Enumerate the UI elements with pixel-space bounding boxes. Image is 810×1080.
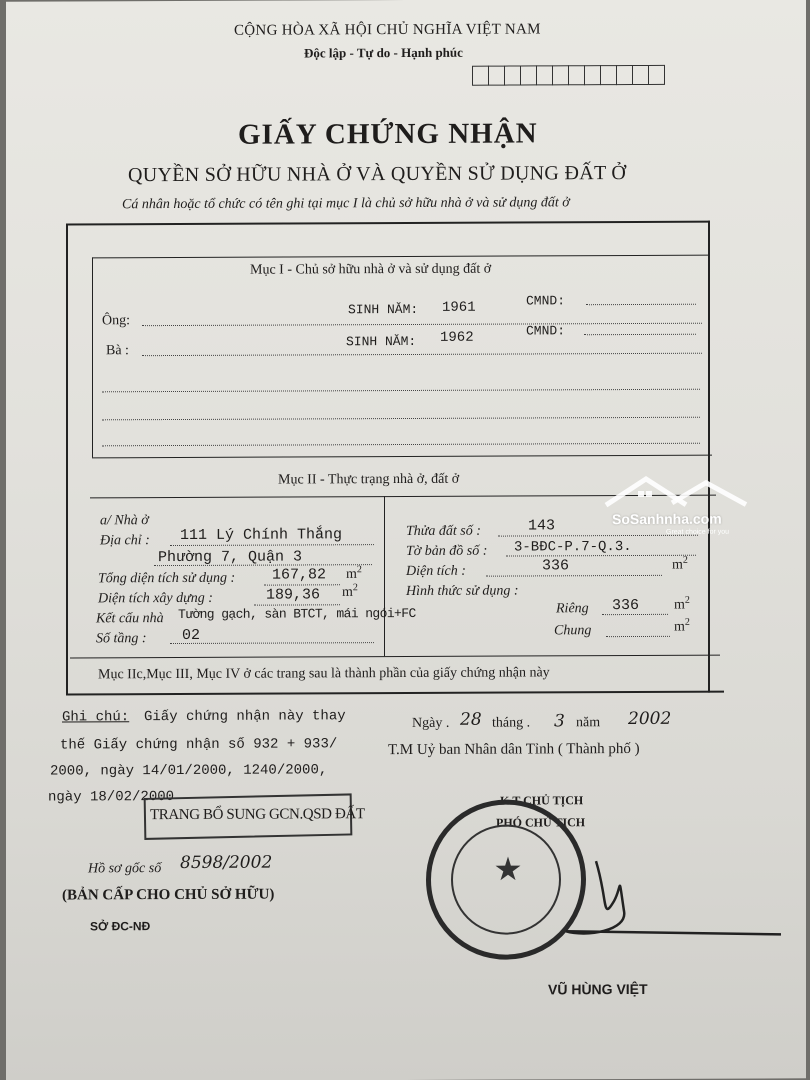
address-line1: 111 Lý Chính Thắng — [180, 526, 343, 544]
certificate-intro: Cá nhân hoặc tổ chức có tên ghi tại mục I là chủ sở hữu nhà ở và sử dụng đất ở — [122, 195, 570, 213]
land-area-value: 336 — [542, 557, 570, 575]
house-label: a/ Nhà ở — [100, 513, 149, 529]
serial-number-boxes — [472, 65, 664, 86]
parcel-label: Thửa đất số : — [406, 523, 481, 539]
signature — [526, 840, 786, 951]
signer-name: VŨ HÙNG VIỆT — [548, 980, 648, 998]
private-label: Riêng — [556, 601, 589, 617]
office-name: SỞ ĐC-NĐ — [90, 919, 151, 934]
copy-note: (BẢN CẤP CHO CHỦ SỞ HỮU) — [62, 886, 275, 904]
owner2-birth-year: 1962 — [440, 329, 474, 346]
issue-month: 3 — [554, 711, 565, 732]
watermark-tagline: Great choice for you — [666, 528, 730, 536]
issue-day-label: Ngày . — [412, 715, 450, 731]
national-title: CỘNG HÒA XÃ HỘI CHỦ NGHĨA VIỆT NAM — [234, 21, 541, 39]
floors-value: 02 — [182, 626, 201, 644]
file-number-label: Hồ sơ gốc số — [88, 861, 162, 877]
shared-unit: $m^2$ — [674, 616, 690, 635]
private-value: 336 — [612, 596, 640, 615]
land-area-label: Diện tích : — [406, 563, 466, 579]
national-motto: Độc lập - Tự do - Hạnh phúc — [304, 44, 463, 61]
issue-year-label: năm — [576, 715, 601, 731]
parcel-value: 143 — [528, 517, 556, 535]
notes-line3: 2000, ngày 14/01/2000, 1240/2000, — [50, 762, 328, 780]
address-line2: Phường 7, Quận 3 — [158, 548, 303, 567]
map-label: Tờ bản đồ số : — [406, 543, 488, 559]
total-area-label: Tổng diện tích sử dụng : — [98, 570, 236, 587]
issue-month-label: tháng . — [492, 715, 531, 731]
house-logo-icon — [602, 472, 752, 509]
usage-label: Hình thức sử dụng : — [406, 583, 519, 599]
owner1-id-label: CMND: — [526, 293, 566, 309]
owner2-birth-label: SINH NĂM: — [346, 333, 417, 350]
total-area-value: 167,82 — [272, 566, 327, 584]
private-unit: $m^2$ — [674, 594, 690, 613]
structure-value: Tường gạch, sàn BTCT, mái ngói+FC — [178, 605, 416, 622]
notes-line2: thế Giấy chứng nhận số 932 + 933/ — [60, 736, 338, 754]
notes-line4: ngày 18/02/2000 — [48, 789, 175, 806]
notes-line1: Giấy chứng nhận này thay — [144, 708, 346, 726]
owner2-prefix: Bà : — [106, 343, 129, 359]
watermark-brand: SoSanhnha.com — [612, 510, 722, 528]
land-area-unit: $m^2$ — [672, 554, 688, 573]
position-1: K.T CHỦ TỊCH — [500, 793, 584, 808]
issue-year: 2002 — [628, 708, 672, 730]
position-2: PHÓ CHỦ TỊCH — [496, 815, 586, 830]
owner1-birth-label: SINH NĂM: — [348, 301, 419, 318]
section1-heading: Mục I - Chủ sở hữu nhà ở và sử dụng đất ở — [250, 261, 492, 278]
map-value: 3-BĐC-P.7-Q.3. — [514, 539, 632, 556]
construction-area-unit: $m^2$ — [342, 582, 358, 600]
construction-area-label: Diện tích xây dựng : — [98, 590, 213, 607]
sosanhnha-watermark — [602, 472, 752, 543]
construction-area-value: 189,36 — [266, 586, 321, 604]
total-area-unit: $m^2$ — [346, 564, 362, 582]
section2-heading: Mục II - Thực trạng nhà ở, đất ở — [278, 471, 460, 488]
authority-line: T.M Uỷ ban Nhân dân Tỉnh ( Thành phố ) — [388, 740, 640, 759]
shared-label: Chung — [554, 623, 592, 639]
issue-day: 28 — [460, 709, 482, 730]
owner1-prefix: Ông: — [102, 313, 130, 329]
footer-note: Mục IIc,Mục III, Mục IV ở các trang sau là thành phần của giấy chứng nhận này — [98, 665, 550, 683]
supplement-stamp-text: TRANG BỔ SUNG GCN.QSD ĐẤT — [150, 806, 365, 824]
owner2-id-label: CMND: — [526, 323, 566, 339]
address-label: Địa chỉ : — [100, 533, 150, 549]
structure-label: Kết cấu nhà — [96, 611, 164, 627]
floors-label: Số tầng : — [96, 631, 147, 647]
certificate-subtitle: QUYỀN SỞ HỮU NHÀ Ở VÀ QUYỀN SỬ DỤNG ĐẤT Ở — [128, 162, 627, 187]
certificate-title: GIẤY CHỨNG NHẬN — [238, 117, 538, 151]
notes-label: Ghi chú: — [62, 709, 130, 726]
file-number: 8598/2002 — [180, 852, 273, 873]
certificate-page — [6, 0, 806, 1080]
owner1-birth-year: 1961 — [442, 299, 476, 316]
